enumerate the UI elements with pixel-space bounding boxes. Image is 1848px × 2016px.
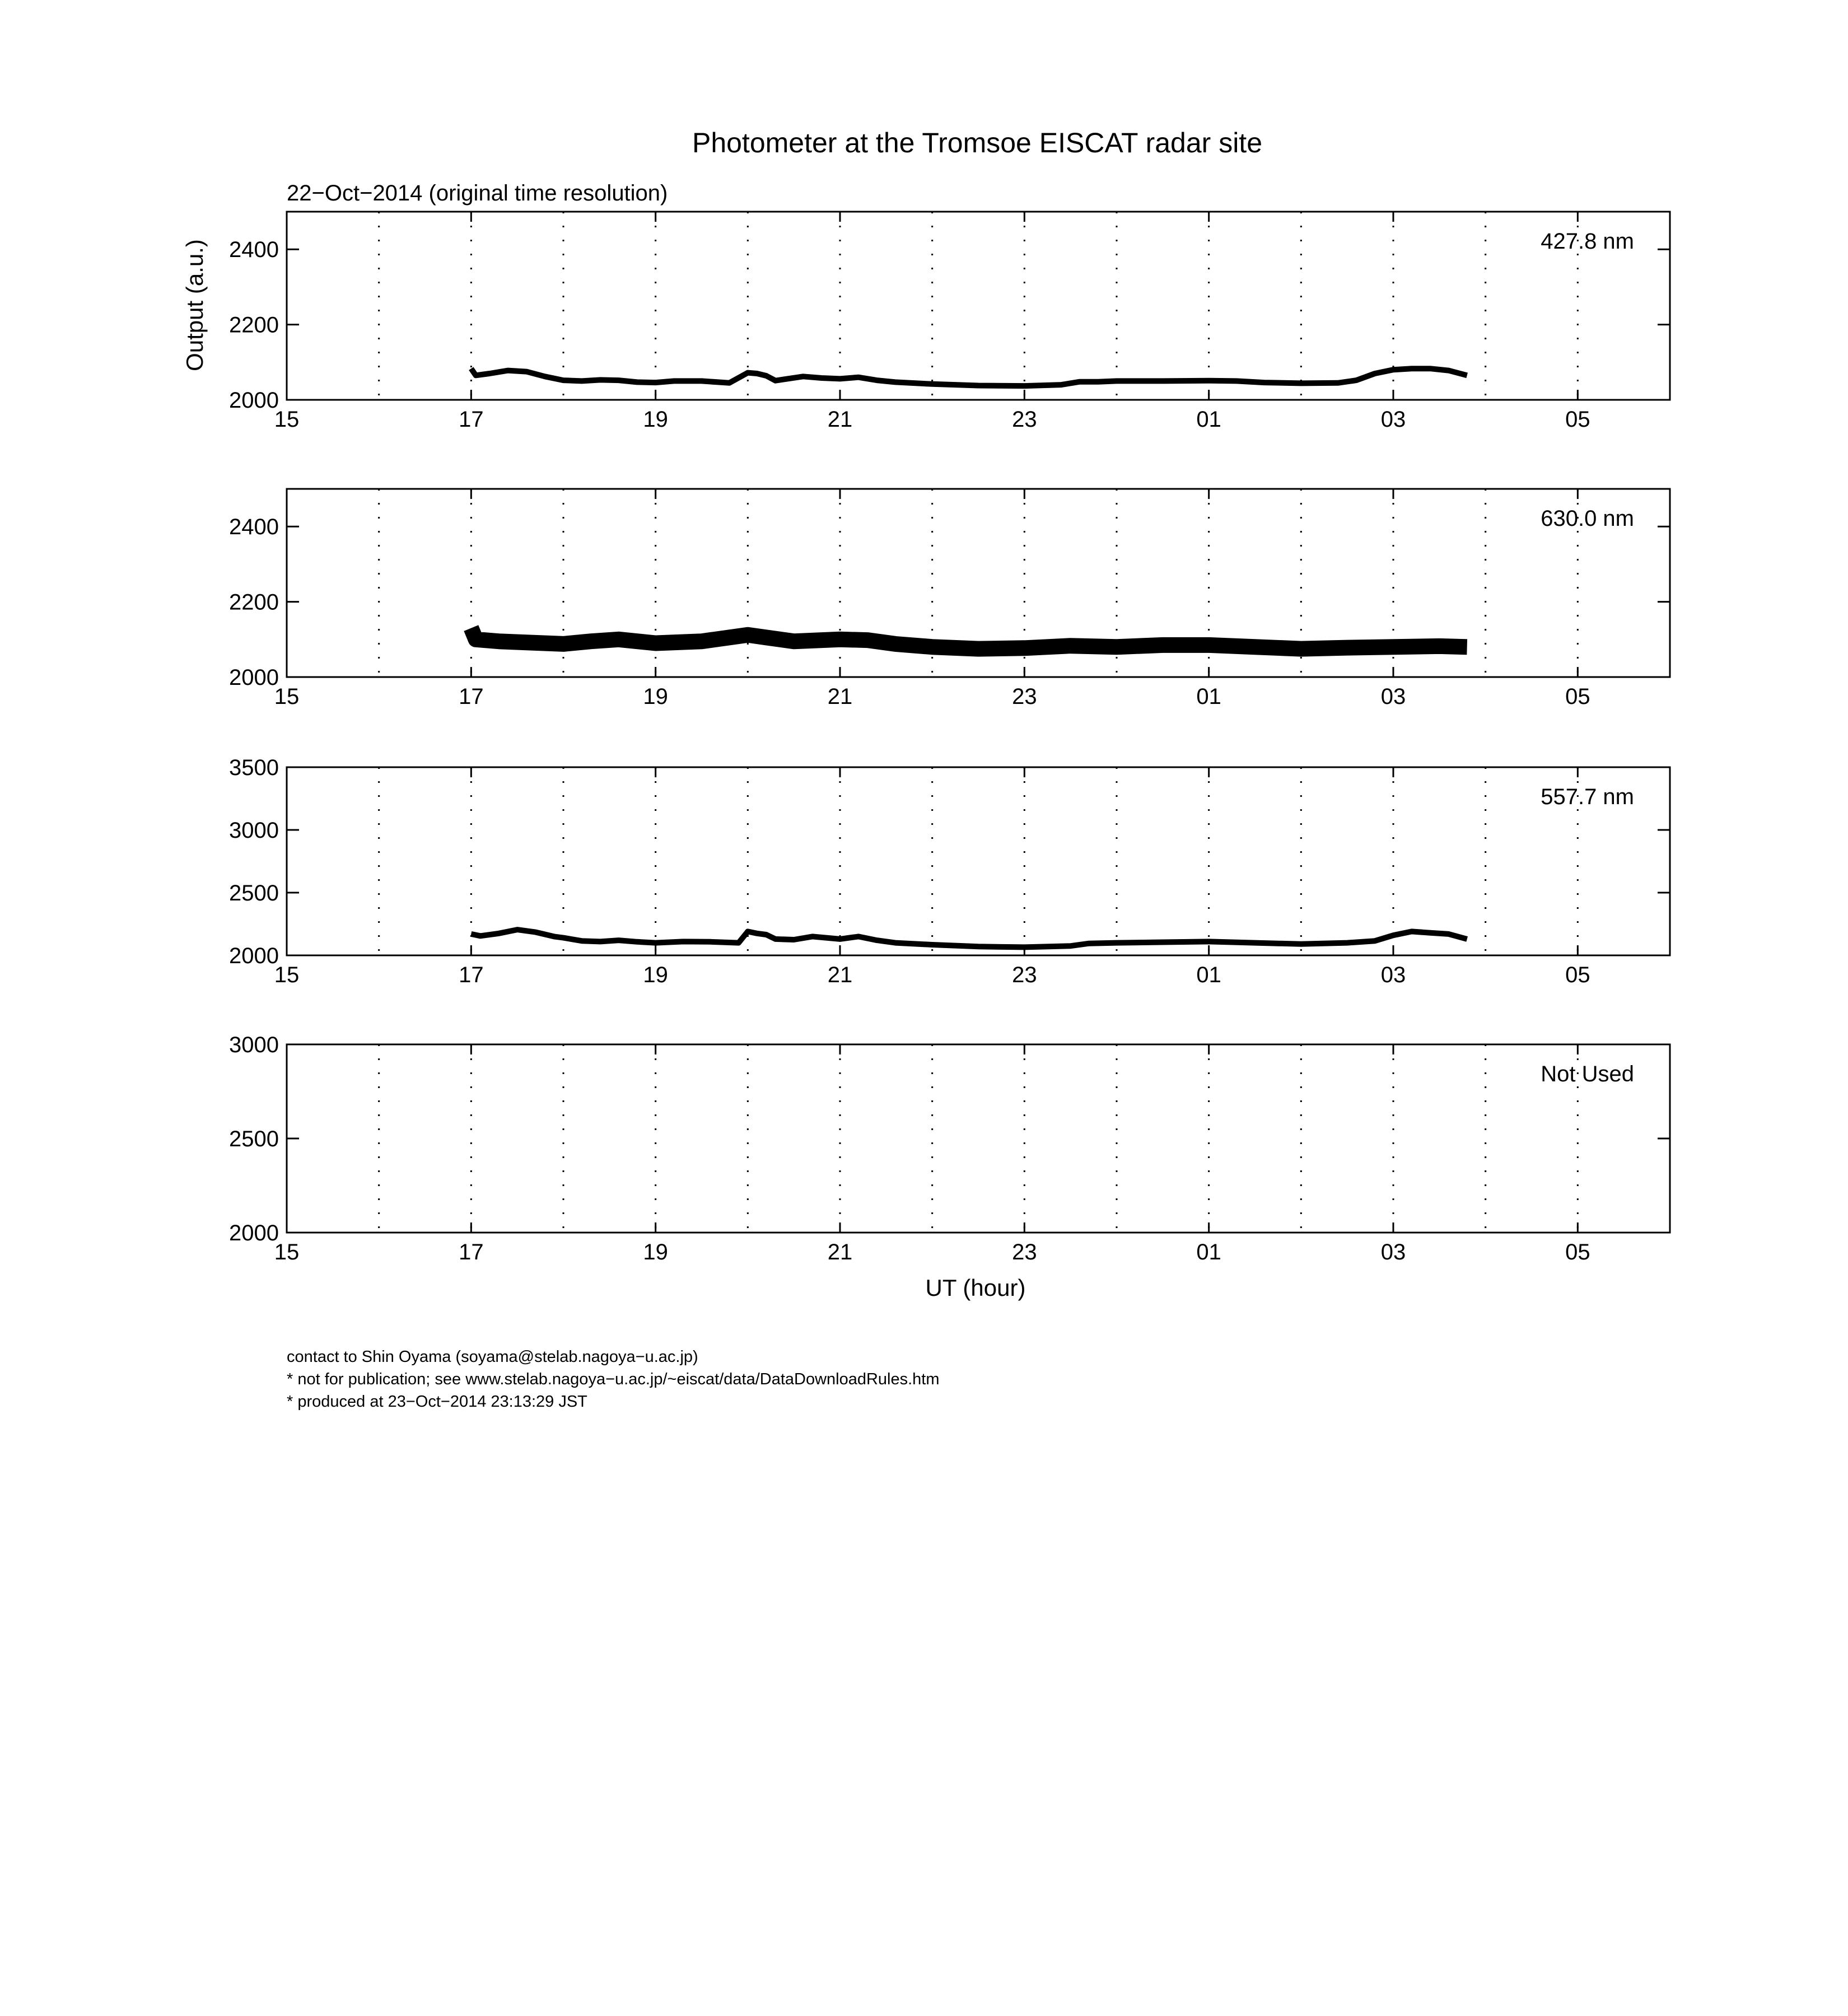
y-tick-label: 2000 [229,388,279,413]
y-tick-label: 2500 [229,881,279,906]
footer-produced: * produced at 23−Oct−2014 23:13:29 JST [287,1393,587,1411]
x-tick-label: 05 [1565,1240,1590,1264]
x-tick-label: 01 [1196,963,1221,987]
x-tick-label: 03 [1380,684,1406,709]
y-tick-label: 2400 [229,515,279,540]
y-tick-label: 3000 [229,1033,279,1057]
x-tick-label: 01 [1196,407,1221,432]
y-tick-label: 2000 [229,944,279,968]
x-tick-label: 23 [1012,684,1037,709]
x-tick-label: 05 [1565,963,1590,987]
x-tick-label: 15 [274,407,300,432]
x-tick-label: 03 [1380,1240,1406,1264]
x-tick-label: 19 [643,407,668,432]
series-line [471,930,1467,947]
chart-subtitle: 22−Oct−2014 (original time resolution) [287,181,668,206]
x-tick-label: 05 [1565,407,1590,432]
x-tick-label: 01 [1196,684,1221,709]
series-line [471,368,1467,386]
x-tick-label: 03 [1380,963,1406,987]
x-tick-label: 17 [459,407,484,432]
axes-frame [287,767,1670,955]
x-tick-label: 15 [274,963,300,987]
y-tick-label: 3500 [229,755,279,780]
x-tick-label: 21 [827,684,853,709]
x-tick-label: 15 [274,1240,300,1264]
panel-label: 427.8 nm [1541,229,1634,254]
y-tick-label: 2000 [229,1221,279,1245]
series-line [471,628,1467,649]
x-axis-label: UT (hour) [925,1275,1026,1301]
x-tick-label: 15 [274,684,300,709]
x-tick-label: 19 [643,684,668,709]
y-tick-label: 2400 [229,237,279,263]
x-tick-label: 19 [643,1240,668,1264]
y-tick-label: 3000 [229,818,279,843]
panel-4 [229,1033,1670,1264]
y-tick-label: 2200 [229,590,279,615]
y-tick-label: 2000 [229,665,279,690]
x-tick-label: 17 [459,684,484,709]
x-tick-label: 21 [827,963,853,987]
x-tick-label: 17 [459,963,484,987]
x-tick-label: 17 [459,1240,484,1264]
y-tick-label: 2500 [229,1127,279,1151]
panel-1 [229,212,1670,432]
panels [229,212,1670,1264]
panel-3 [229,755,1670,987]
x-tick-label: 05 [1565,684,1590,709]
y-axis-label: Output (a.u.) [181,239,208,371]
axes-frame [287,1044,1670,1233]
x-tick-label: 01 [1196,1240,1221,1264]
x-tick-label: 23 [1012,407,1037,432]
x-tick-label: 21 [827,1240,853,1264]
panel-label: 557.7 nm [1541,785,1634,809]
x-tick-label: 23 [1012,1240,1037,1264]
panel-label: 630.0 nm [1541,506,1634,531]
y-tick-label: 2200 [229,312,279,338]
footer-notice: * not for publication; see www.stelab.nagoya−u.ac.jp/~eiscat/data/DataDownloadRules.htm [287,1370,940,1388]
panel-2 [229,489,1670,709]
chart-title: Photometer at the Tromsoe EISCAT radar site [692,127,1263,158]
x-tick-label: 23 [1012,963,1037,987]
x-tick-label: 19 [643,963,668,987]
x-tick-label: 03 [1380,407,1406,432]
x-tick-label: 21 [827,407,853,432]
panel-label: Not Used [1541,1062,1634,1086]
footer-contact: contact to Shin Oyama (soyama@stelab.nagoya−u.ac.jp) [287,1348,698,1366]
